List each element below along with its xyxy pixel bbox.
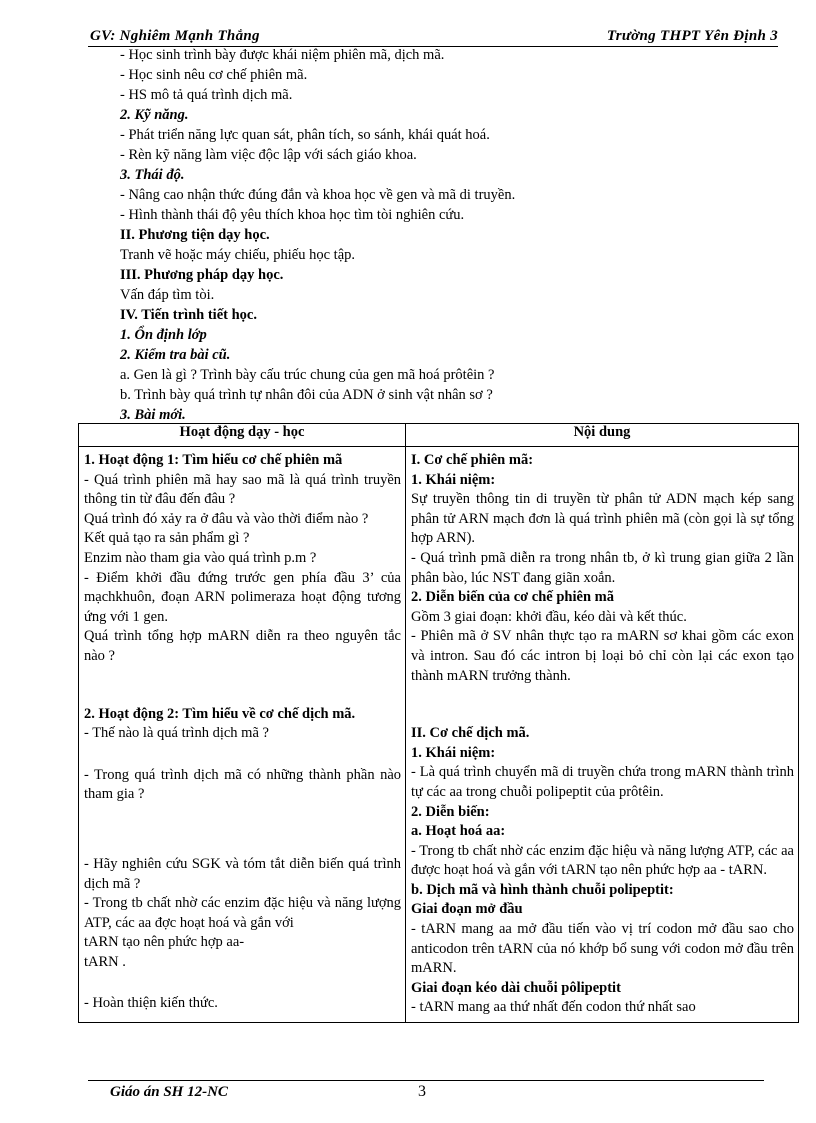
phase-1-title: Giai đoạn mở đầu xyxy=(411,901,523,918)
section-1-concept-title: 1. Khái niệm: xyxy=(411,471,496,488)
activity-2-question: - Thế nào là quá trình dịch mã ? xyxy=(84,725,269,742)
intro-line: - Rèn kỹ năng làm việc độc lập với sách giáo khoa. xyxy=(120,147,417,163)
phase-2-text: - tARN mang aa thứ nhất đến codon thứ nhất sao xyxy=(411,999,696,1016)
footer-title: Giáo án SH 12-NC xyxy=(110,1084,228,1100)
intro-line: - Nâng cao nhận thức đúng đắn và khoa học về gen và mã di truyền. xyxy=(120,187,516,203)
activity-2-question: tARN tạo nên phức hợp aa- xyxy=(84,934,245,951)
footer-rule xyxy=(88,1080,764,1081)
intro-line: Vấn đáp tìm tòi. xyxy=(120,287,215,303)
intro-heading: II. Phương tiện dạy học. xyxy=(120,227,270,243)
section-2-concept-title: 1. Khái niệm: xyxy=(411,744,496,761)
intro-line: a. Gen là gì ? Trình bày cấu trúc chung của gen mã hoá prôtêin ? xyxy=(120,367,495,383)
section-1-process-text: Gồm 3 giai đoạn: khởi đầu, kéo dài và kết thúc. xyxy=(411,608,687,625)
activity-1-question: Quá trình tổng hợp mARN diễn ra theo nguyên tắc nào ? xyxy=(84,628,401,664)
activity-2-question: tARN . xyxy=(84,953,126,970)
intro-line: b. Trình bày quá trình tự nhân đôi của ADN ở sinh vật nhân sơ ? xyxy=(120,387,493,403)
section-1-concept-text: - Quá trình pmã diễn ra trong nhân tb, ở kì trung gian giữa 2 lần phân bào, lúc NST đang giãn xoắn. xyxy=(411,549,794,586)
activity-2-title: 2. Hoạt động 2: Tìm hiểu về cơ chế dịch mã. xyxy=(84,705,356,722)
activity-2-question: - Hãy nghiên cứu SGK và tóm tắt diễn biến quá trình dịch mã ? xyxy=(84,855,401,892)
page-number: 3 xyxy=(418,1083,426,1100)
page-header-right: Trường THPT Yên Định 3 xyxy=(606,28,778,44)
activity-2-question: - Hoàn thiện kiến thức. xyxy=(84,995,218,1012)
activity-1-question: Enzim nào tham gia vào quá trình p.m ? xyxy=(84,549,317,566)
page-header-left: GV: Nghiêm Mạnh Thắng xyxy=(90,28,260,44)
section-1-title: I. Cơ chế phiên mã: xyxy=(411,452,534,468)
section-1-process-text: - Phiên mã ở SV nhân thực tạo ra mARN sơ khai gồm các exon và intron. Sau đó các intron bị loại bỏ chỉ còn lại các exon tạo thành mARN trưởng thành. xyxy=(411,628,794,684)
section-2-concept-text: - Là quá trình chuyển mã di truyền chứa trong mARN thành trình tự các aa trong chuỗi polipeptit của prôtêin. xyxy=(411,764,794,800)
activity-1-question: Quá trình đó xảy ra ở đâu và vào thời điểm nào ? xyxy=(84,510,369,527)
phase-2-title: Giai đoạn kéo dài chuỗi pôlipeptit xyxy=(411,979,621,996)
activity-2-question: - Trong tb chất nhờ các enzim đặc hiệu và năng lượng ATP, các aa đợc hoạt hoá và gắn với xyxy=(84,895,401,931)
lesson-table xyxy=(78,423,799,1023)
section-2-title: II. Cơ chế dịch mã. xyxy=(411,725,530,742)
intro-heading: 2. Kiểm tra bài cũ. xyxy=(120,347,231,363)
intro-line: Tranh vẽ hoặc máy chiếu, phiếu học tập. xyxy=(120,247,356,263)
intro-heading: 3. Bài mới. xyxy=(120,407,186,423)
activities-cell xyxy=(79,447,406,1023)
column-header-content: Nội dung xyxy=(406,424,799,447)
intro-heading: 2. Kỹ năng. xyxy=(120,107,189,123)
intro-line: - Phát triển năng lực quan sát, phân tích, so sánh, khái quát hoá. xyxy=(120,127,490,143)
intro-heading: IV. Tiến trình tiết học. xyxy=(120,307,257,323)
intro-heading: 3. Thái độ. xyxy=(120,167,185,183)
activity-2-question: - Trong quá trình dịch mã có những thành phần nào tham gia ? xyxy=(84,766,401,803)
intro-line: - HS mô tả quá trình dịch mã. xyxy=(120,87,293,103)
activity-1-question: - Điểm khởi đầu đứng trước gen phía đầu 3’ của mạchkhuôn, đoạn ARN polimeraza hoạt động tương ứng với 1 gen. xyxy=(84,569,401,625)
intro-line: - Học sinh trình bày được khái niệm phiên mã, dịch mã. xyxy=(120,47,445,63)
intro-line: - Hình thành thái độ yêu thích khoa học tìm tòi nghiên cứu. xyxy=(120,207,465,223)
section-1-process-title: 2. Diễn biến của cơ chế phiên mã xyxy=(411,589,614,606)
intro-heading: 1. Ổn định lớp xyxy=(120,327,207,343)
activity-1-question: Kết quả tạo ra sản phẩm gì ? xyxy=(84,530,250,547)
activity-1-title: 1. Hoạt động 1: Tìm hiểu cơ chế phiên mã xyxy=(84,452,343,468)
section-2b-title: b. Dịch mã và hình thành chuỗi polipeptit: xyxy=(411,881,674,898)
intro-line: - Học sinh nêu cơ chế phiên mã. xyxy=(120,67,308,83)
phase-1-text: - tARN mang aa mở đầu tiến vào vị trí codon mở đầu sao cho anticodon trên tARN của nó khớp bổ sung với codon mở đầu trên mARN. xyxy=(411,921,794,977)
section-2a-title: a. Hoạt hoá aa: xyxy=(411,823,506,840)
activity-1-question: - Quá trình phiên mã hay sao mã là quá trình truyền thông tin từ đâu đến đâu ? xyxy=(84,471,401,508)
section-2a-text: - Trong tb chất nhờ các enzim đặc hiệu và năng lượng ATP, các aa được hoạt hoá và gắn với tARN tạo nên phức hợp aa - tARN. xyxy=(411,842,794,879)
column-header-activities: Hoạt động dạy - học xyxy=(79,424,406,447)
content-cell xyxy=(406,447,799,1023)
intro-heading: III. Phương pháp dạy học. xyxy=(120,267,284,283)
intro-section xyxy=(120,45,760,425)
section-2-process-title: 2. Diễn biến: xyxy=(411,803,490,820)
section-1-concept-text: Sự truyền thông tin di truyền từ phân tử ADN mạch kép sang phân tử ARN mạch đơn là quá trình phiên mã (còn gọi là sự tổng hợp ARN). xyxy=(411,491,794,547)
